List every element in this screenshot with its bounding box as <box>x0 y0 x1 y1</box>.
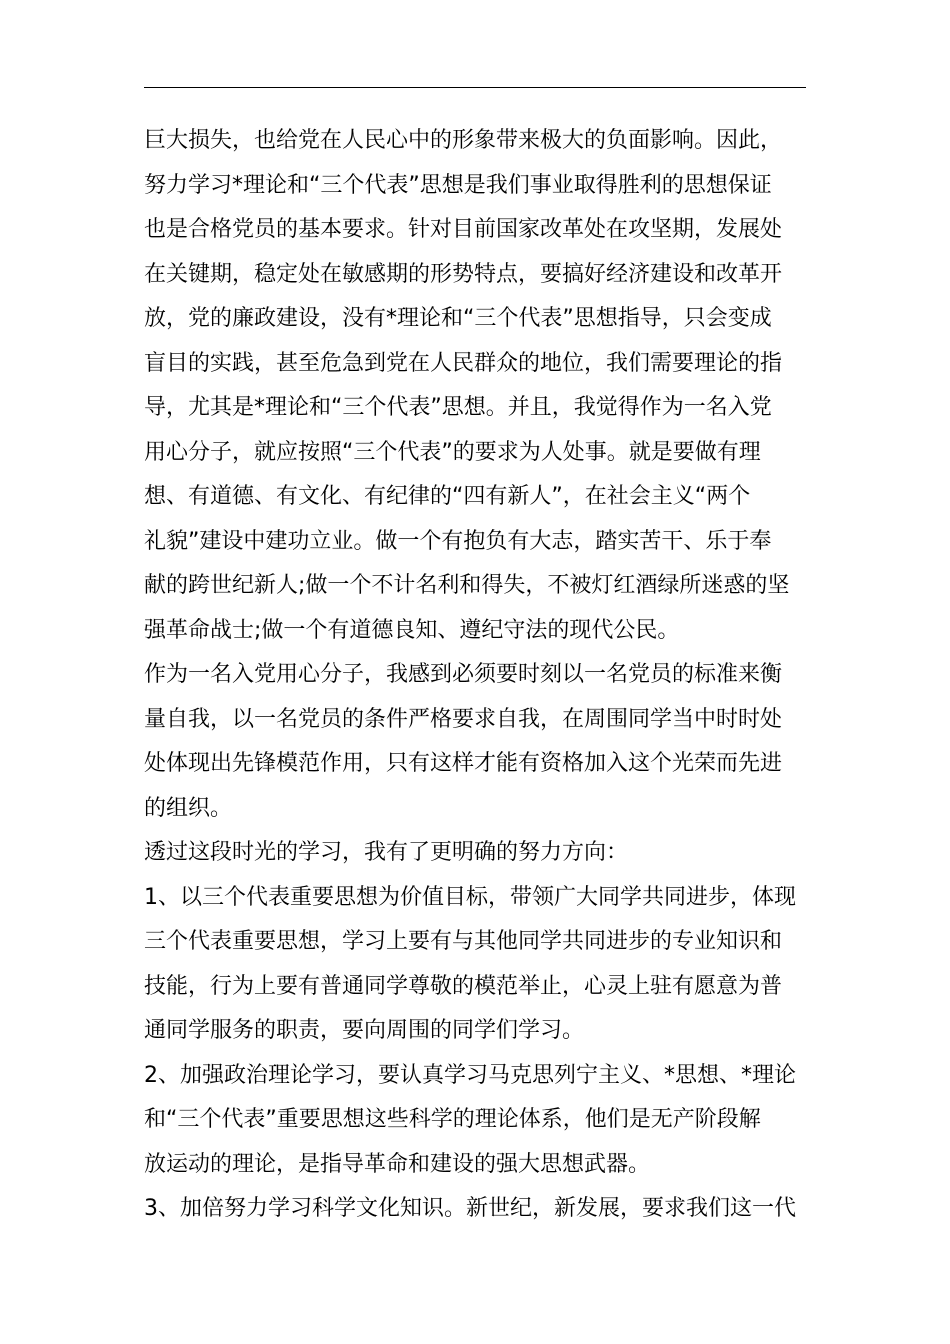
text-line: 盲目的实践，甚至危急到党在人民群众的地位，我们需要理论的指 <box>144 350 783 376</box>
text-line: 三个代表重要思想，学习上要有与其他同学共同进步的专业知识和 <box>144 929 783 954</box>
text-line: 放运动的理论，是指导革命和建设的强大思想武器。 <box>144 1151 651 1177</box>
text-line: 1、以三个代表重要思想为价值目标，带领广大同学共同进步，体现 <box>144 884 796 910</box>
text-line: 献的跨世纪新人;做一个不计名利和得失，不被灯红酒绿所迷惑的坚 <box>144 573 790 598</box>
text-line: 2、加强政治理论学习，要认真学习马克思列宁主义、*思想、*理论 <box>144 1062 796 1088</box>
text-line: 和“三个代表”重要思想这些科学的理论体系，他们是无产阶段解 <box>144 1107 761 1132</box>
text-line: 巨大损失，也给党在人民心中的形象带来极大的负面影响。因此， <box>144 128 783 153</box>
text-line: 通同学服务的职责，要向周围的同学们学习。 <box>144 1018 585 1043</box>
text-line: 礼貌”建设中建功立业。做一个有抱负有大志，踏实苦干、乐于奉 <box>144 528 772 554</box>
header-rule <box>144 87 806 88</box>
text-line: 强革命战士;做一个有道德良知、遵纪守法的现代公民。 <box>144 617 680 643</box>
text-line: 透过这段时光的学习，我有了更明确的努力方向： <box>144 840 629 865</box>
text-line: 技能，行为上要有普通同学尊敬的模范举止，心灵上驻有愿意为普 <box>144 973 783 999</box>
text-line: 作为一名入党用心分子，我感到必须要时刻以一名党员的标准来衡 <box>144 662 783 687</box>
text-line: 3、加倍努力学习科学文化知识。新世纪，新发展，要求我们这一代 <box>144 1196 796 1221</box>
text-line: 也是合格党员的基本要求。针对目前国家改革处在攻坚期，发展处 <box>144 217 783 242</box>
text-line: 用心分子，就应按照“三个代表”的要求为人处事。就是要做有理 <box>144 439 761 465</box>
document-body <box>144 119 808 1232</box>
text-line: 导，尤其是*理论和“三个代表”思想。并且，我觉得作为一名入党 <box>144 395 772 420</box>
text-line: 的组织。 <box>144 795 233 821</box>
text-line: 努力学习*理论和“三个代表”思想是我们事业取得胜利的思想保证 <box>144 172 772 198</box>
text-line: 量自我，以一名党员的条件严格要求自我，在周围同学当中时时处 <box>144 706 783 732</box>
text-line: 放，党的廉政建设，没有*理论和“三个代表”思想指导，只会变成 <box>144 306 772 331</box>
text-line: 在关键期，稳定处在敏感期的形势特点，要搞好经济建设和改革开 <box>144 261 783 287</box>
text-line: 处体现出先锋模范作用，只有这样才能有资格加入这个光荣而先进 <box>144 751 783 776</box>
text-line: 想、有道德、有文化、有纪律的“四有新人”，在社会主义“两个 <box>144 484 751 509</box>
